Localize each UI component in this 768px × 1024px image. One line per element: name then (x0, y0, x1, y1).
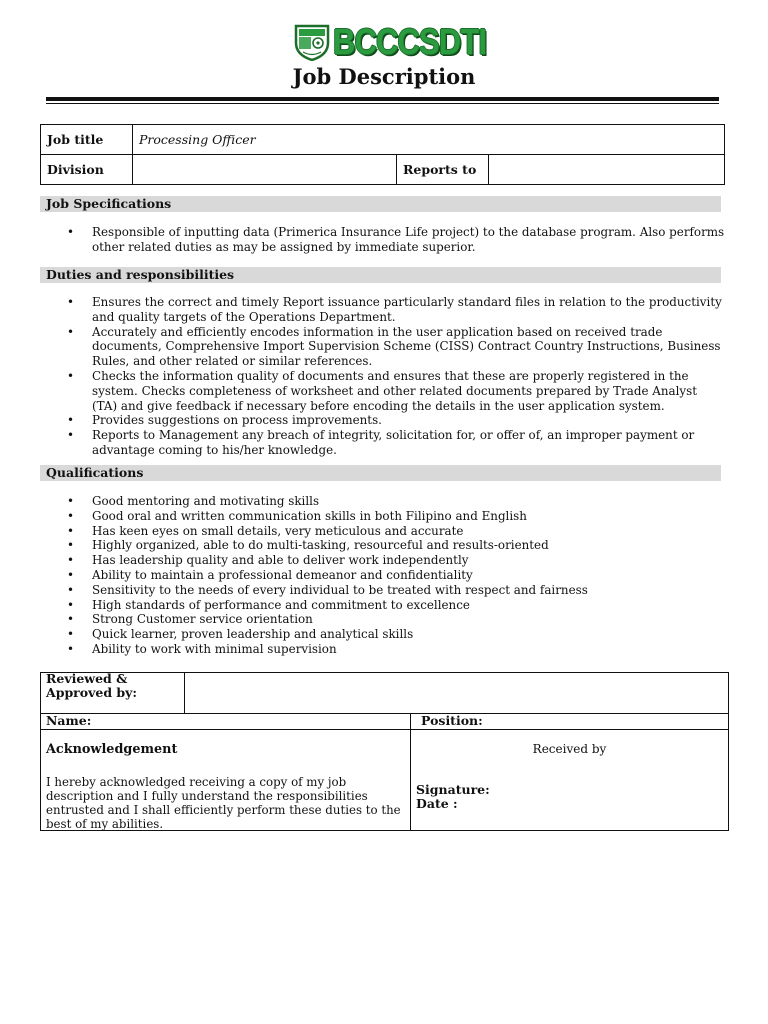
list-item: • Ensures the correct and timely Report issuance particularly standard files in relation to the productivity and quality targets of the Operations Department. (40, 295, 725, 325)
section-heading-duties: Duties and responsibilities (40, 267, 721, 283)
duties-list (40, 295, 725, 458)
title-divider (46, 97, 719, 101)
shield-emblem-icon (293, 23, 331, 61)
list-item: • High standards of performance and commitment to excellence (40, 598, 725, 613)
qualifications-list (40, 494, 725, 657)
list-item: • Reports to Management any breach of integrity, solicitation for, or offer of, an improper payment or advantage coming to his/her knowledge. (40, 428, 725, 458)
section-heading-job-specifications: Job Specifications (40, 196, 721, 212)
logo-text: BCCCSDTI (333, 21, 487, 62)
list-item: • Ability to work with minimal supervision (40, 642, 725, 657)
list-item: • Checks the information quality of documents and ensures that these are properly registered in the system. Checks completeness of worksheet and other related documents prepared by Trade Analyst (TA) and give feedback if necessary before encoding the details in the user application system. (40, 369, 725, 413)
list-item: • Provides suggestions on process improvements. (40, 413, 725, 428)
list-item: • Strong Customer service orientation (40, 612, 725, 627)
table-row (41, 155, 725, 185)
list-item: • Accurately and efficiently encodes information in the user application based on received trade documents, Comprehensive Import Supervision Scheme (CISS) Contract Country Instructions, Business Rules, and other related or similar references. (40, 325, 725, 369)
divider (184, 672, 185, 714)
division-value (133, 155, 397, 185)
divider (410, 713, 411, 831)
reports-to-value (489, 155, 725, 185)
table-row (41, 125, 725, 155)
job-info-table (40, 124, 725, 185)
list-item: • Has keen eyes on small details, very meticulous and accurate (40, 524, 725, 539)
document-header (0, 20, 768, 64)
division-label: Division (41, 155, 133, 185)
signature-label: Signature: (416, 782, 490, 797)
section-heading-qualifications: Qualifications (40, 465, 721, 481)
acknowledgement-heading: Acknowledgement (46, 742, 178, 757)
list-item: • Sensitivity to the needs of every individual to be treated with respect and fairness (40, 583, 725, 598)
position-label: Position: (421, 713, 483, 728)
acknowledgement-text: I hereby acknowledged receiving a copy of my job description and I fully understand the responsibilities entrusted and I shall efficiently perform these duties to the best of my abilities. (46, 775, 401, 831)
date-label: Date : (416, 796, 458, 811)
job-specifications-list (40, 225, 725, 255)
list-item: • Good mentoring and motivating skills (40, 494, 725, 509)
received-by-label: Received by (532, 742, 607, 756)
approved-by-label: Approved by: (46, 685, 138, 700)
list-item: • Quick learner, proven leadership and analytical skills (40, 627, 725, 642)
job-title-value: Processing Officer (133, 125, 725, 155)
divider (40, 713, 729, 714)
logo (293, 20, 487, 64)
name-label: Name: (46, 713, 92, 728)
list-item: • Has leadership quality and able to deliver work independently (40, 553, 725, 568)
list-item: • Ability to maintain a professional demeanor and confidentiality (40, 568, 725, 583)
divider (40, 729, 729, 730)
title-divider-thin (46, 103, 719, 104)
page-title: Job Description (292, 64, 476, 89)
list-item: • Good oral and written communication skills in both Filipino and English (40, 509, 725, 524)
reviewed-label: Reviewed & (46, 671, 128, 686)
reports-to-label: Reports to (397, 155, 489, 185)
job-title-label: Job title (41, 125, 133, 155)
list-item: • Highly organized, able to do multi-tasking, resourceful and results-oriented (40, 538, 725, 553)
list-item: • Responsible of inputting data (Primerica Insurance Life project) to the database program. Also performs other related duties as may be assigned by immediate superior. (40, 225, 725, 255)
